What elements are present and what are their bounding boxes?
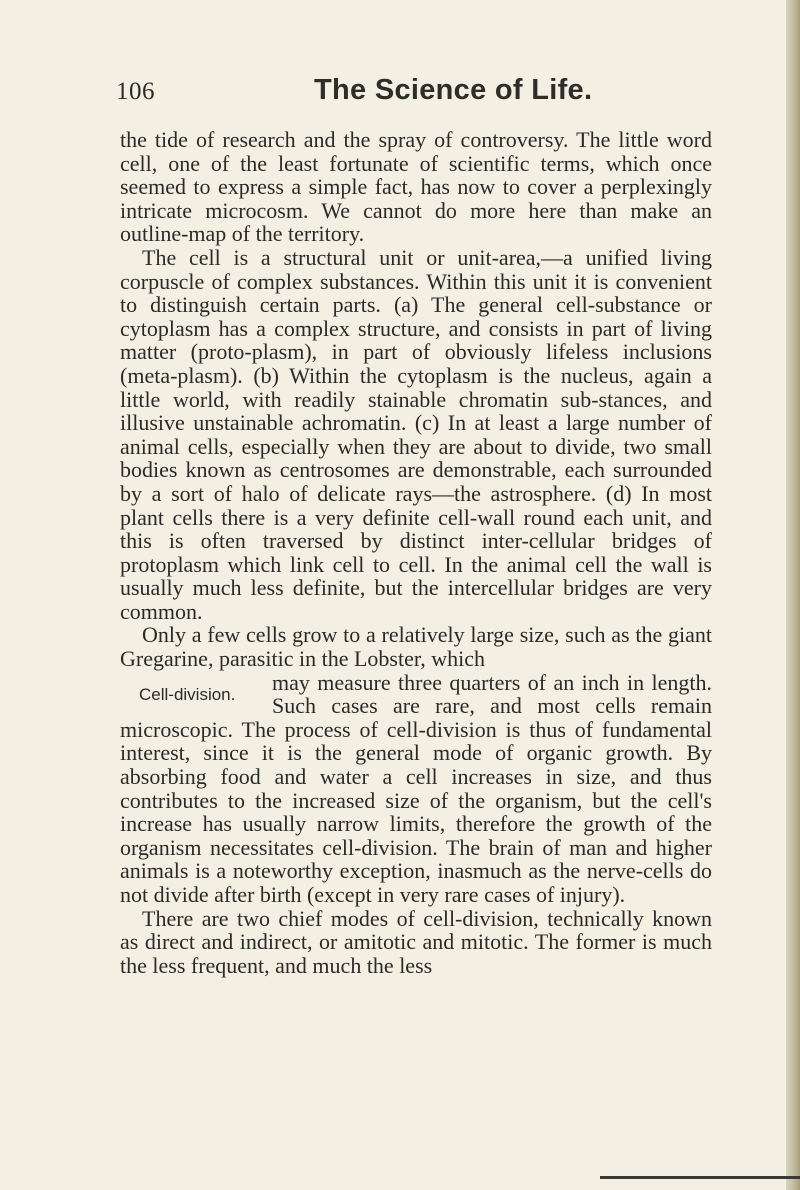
page-header (116, 74, 716, 110)
page-edge (786, 0, 800, 1190)
paragraph-2: The cell is a structural unit or unit-area,—a unified living corpuscle of complex substances. Within this unit it is convenient to distinguish certain parts. (a) The general cell-substance or cytoplasm has a complex structure, and consists in part of living matter (proto-plasm), in part of obviously lifeless inclusions (meta-plasm). (b) Within the cytoplasm is the nucleus, again a little world, with readily stainable chromatin sub-stances, and illusive unstainable achromatin. (c) In at least a large number of animal cells, especially when they are about to divide, two small bodies known as centrosomes are demonstrable, each surrounded by a sort of halo of delicate rays—the astrosphere. (d) In most plant cells there is a very definite cell-wall round each unit, and this is often traversed by distinct inter-cellular bridges of protoplasm which link cell to cell. In the animal cell the wall is usually much less definite, but the intercellular bridges are very common. (120, 244, 712, 624)
paragraph-3 (120, 623, 712, 906)
page-number: 106 (116, 78, 155, 105)
margin-note: Cell-division. (139, 684, 236, 704)
paragraph-3-start: Only a few cells grow to a relatively large size, such as the giant Gregarine, parasitic in the Lobster, which (120, 622, 712, 672)
paragraph-4: There are two chief modes of cell-division, technically known as direct and indirect, or amitotic and mitotic. The former is much the less frequent, and much the less (120, 905, 712, 978)
bottom-rule (600, 1176, 800, 1179)
running-title: The Science of Life. (314, 74, 593, 106)
body-text (120, 128, 712, 977)
paragraph-1: the tide of research and the spray of controversy. The little word cell, one of the least fortunate of scientific terms, which once seemed to express a simple fact, has now to cover a perplexingly intricate microcosm. We cannot do more here than make an outline-map of the territory. (120, 127, 712, 247)
margin-note-box (120, 671, 272, 718)
paragraph-3-rest: may measure three quarters of an inch in length. Such cases are rare, and most cells remain microscopic. The process of cell-division is thus of fundamental interest, since it is the general mode of organic growth. By absorbing food and water a cell increases in size, and thus contributes to the increased size of the organism, but the cell's increase has usually narrow limits, therefore the growth of the organism necessitates cell-division. The brain of man and higher animals is a noteworthy exception, inasmuch as the nerve-cells do not divide after birth (except in very rare cases of injury). (120, 669, 712, 907)
